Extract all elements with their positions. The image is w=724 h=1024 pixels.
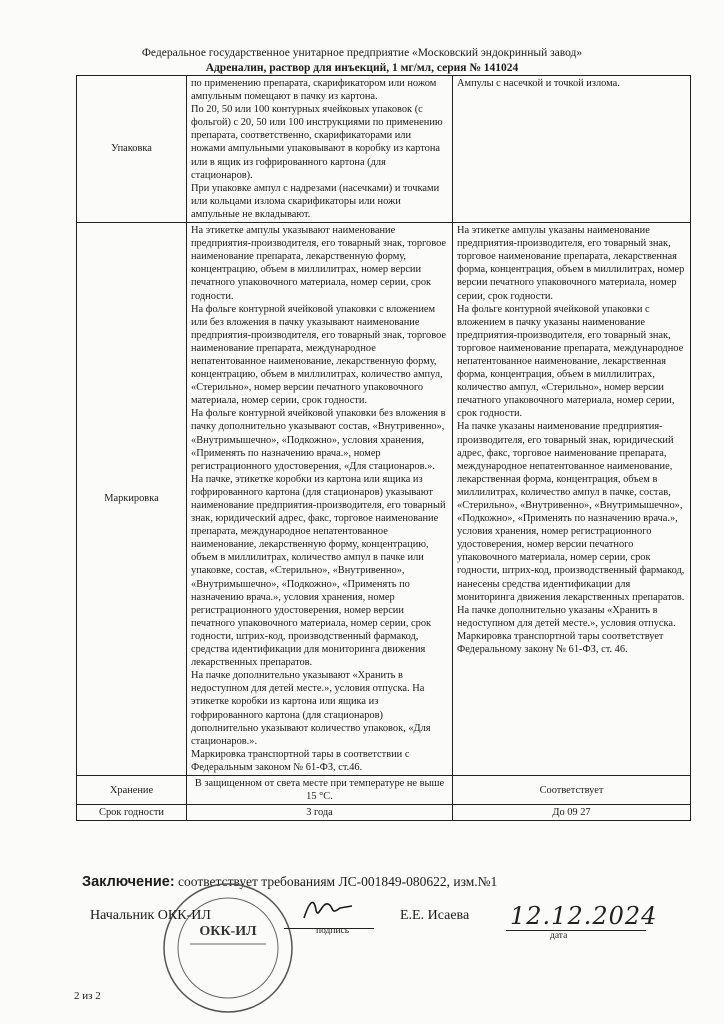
requirement-paragraph: На пачке, этикетке коробки из картона или ящика из гофрированного картона (для стационаров) указывают наименование предприятия-производителя, его товарный знак, юридический адрес, факс, торговое наименование препарата, международное непатентованное наименование, лекарственную форму, концентрацию, объем в миллилитрах, количество ампул в пачке или упаковке, состав, «Стерильно», «Внутривенно», «Внутримышечно», «Подкожно», «Применять по назначению врача.», условия хранения, номер регистрационного удостоверения, номер версии печатного упаковочного материала, номер серии, срок годности, штрих-код, производственный фармакод, средства идентификации для мониторинга движения лекарственных препаратов. xyxy=(191,473,446,669)
result-paragraph: На этикетке ампулы указаны наименование предприятия-производителя, его товарный знак, торговое наименование препарата, лекарственная форма, концентрация, объем в миллилитрах, номер версии печатного упаковочного материала, номер серии, срок годности. xyxy=(457,225,685,302)
conclusion-text: соответствует требованиям ЛС-001849-080622, изм.№1 xyxy=(178,874,498,889)
result-cell: Ампулы с насечкой и точкой излома. xyxy=(453,76,691,223)
requirement-paragraph: На пачке дополнительно указывают «Хранить в недоступном для детей месте.», условия отпуска. На этикетке коробки из картона или ящика из гофрированного картона (для стационаров) дополнительно указывают количество упаковок, «Для стационаров.». xyxy=(191,670,431,747)
table-row-marking xyxy=(77,223,691,776)
table-row-packaging xyxy=(77,76,691,223)
signoff-date: 12.12.2024 xyxy=(510,902,658,930)
row-label: Хранение xyxy=(77,775,187,804)
requirement-paragraph: При упаковке ампул с надрезами (насечками) и точками или кольцами излома скарификаторы или ножи ампульные не вкладывают. xyxy=(191,182,440,220)
result-cell: До 09 27 xyxy=(453,805,691,821)
requirement-cell xyxy=(187,223,453,776)
signature-icon xyxy=(300,894,354,924)
requirement-cell: 3 года xyxy=(187,805,453,821)
requirement-paragraph: По 20, 50 или 100 контурных ячейковых упаковок (с фольгой) с 20, 50 или 100 инструкциями по применению препарата, соответственно, скарификаторами или ножами ампульными упаковывают в коробку из картона или в ящик из гофрированного картона (для стационаров). xyxy=(191,104,443,181)
requirement-cell xyxy=(187,76,453,223)
result-paragraph: На пачке дополнительно указаны «Хранить в недоступном для детей месте.», условия отпуска. xyxy=(457,604,676,629)
table-row-shelf-life xyxy=(77,805,691,821)
conclusion-label: Заключение: xyxy=(82,874,175,890)
document-header-company: Федеральное государственное унитарное предприятие «Московский эндокринный завод» xyxy=(141,47,583,59)
requirement-paragraph: по применению препарата, скарификатором или ножом ампульным помещают в пачку из картона. xyxy=(191,78,437,103)
signoff-position: Начальник ОКК-ИЛ xyxy=(90,908,211,923)
result-paragraph: На фольге контурной ячейковой упаковки с вложением в пачку указаны наименование предприятия-производителя, его товарный знак, торговое наименование препарата, международное непатентованное наименование, лекарственная форма, концентрация, объем в миллилитрах, количество ампул, «Стерильно», номер версии печатного упаковочного материала, номер серии, срок годности. xyxy=(457,303,684,420)
stamp-icon xyxy=(160,880,296,1016)
document-header-product: Адреналин, раствор для инъекций, 1 мг/мл, серия № 141024 xyxy=(205,62,519,74)
row-label: Маркировка xyxy=(77,223,187,776)
result-paragraph: Маркировка транспортной тары соответствует Федеральному закону № 61-ФЗ, ст. 46. xyxy=(457,630,664,656)
requirement-cell: В защищенном от света месте при температуре не выше 15 °С. xyxy=(187,775,453,804)
table-row-storage xyxy=(77,775,691,804)
stamp-label: ОКК-ИЛ xyxy=(199,924,257,939)
requirement-paragraph: На фольге контурной ячейковой упаковки с вложением или без вложения в пачку указывают наименование предприятия-производителя, его товарный знак, торговое наименование препарата, международное непатентованное наименование, лекарственную форму, концентрацию, объем в миллилитрах, количество ампул, «Стерильно», номер версии печатного упаковочного материала, номер серии, срок годности. xyxy=(191,303,447,407)
specification-table xyxy=(76,75,691,821)
date-caption: дата xyxy=(550,931,568,941)
row-label: Срок годности xyxy=(77,805,187,821)
requirement-paragraph: Маркировка транспортной тары в соответствии с Федеральным законом № 61-ФЗ, ст.46. xyxy=(191,748,410,773)
requirement-paragraph: На этикетке ампулы указывают наименование предприятия-производителя, его товарный знак, торговое наименование препарата, лекарственную форму, концентрацию, объем в миллилитрах, номер версии печатного упаковочного материала, номер серии, срок годности. xyxy=(191,225,447,302)
row-label: Упаковка xyxy=(77,76,187,223)
result-paragraph: На пачке указаны наименование предприятия-производителя, его товарный знак, юридический адрес, факс, торговое наименование препарата, международное непатентованное наименование, лекарственная форма, концентрация, объем в миллилитрах, количество ампул в пачке, состав, «Стерильно», «Внутривенно», «Внутримышечно», «Подкожно», «Применять по назначению врача.», условия хранения, номер регистрационного удостоверения, номер версии печатного упаковочного материала, номер серии, срок годности, штрих-код, производственный фармакод, нанесены средства идентификации для мониторинга движения лекарственных препаратов. xyxy=(457,421,685,603)
requirement-paragraph: На фольге контурной ячейковой упаковки без вложения в пачку дополнительно указывают состав, «Внутривенно», «Внутримышечно», «Подкожно», условия хранения, «Применять по назначению врача.», номер регистрационного удостоверения, «Для стационаров.». xyxy=(191,408,446,472)
signoff-name: Е.Е. Исаева xyxy=(400,908,470,923)
signature-caption: подпись xyxy=(316,926,350,936)
page-number: 2 из 2 xyxy=(74,990,101,1002)
result-cell: Соответствует xyxy=(453,775,691,804)
result-cell xyxy=(453,223,691,776)
